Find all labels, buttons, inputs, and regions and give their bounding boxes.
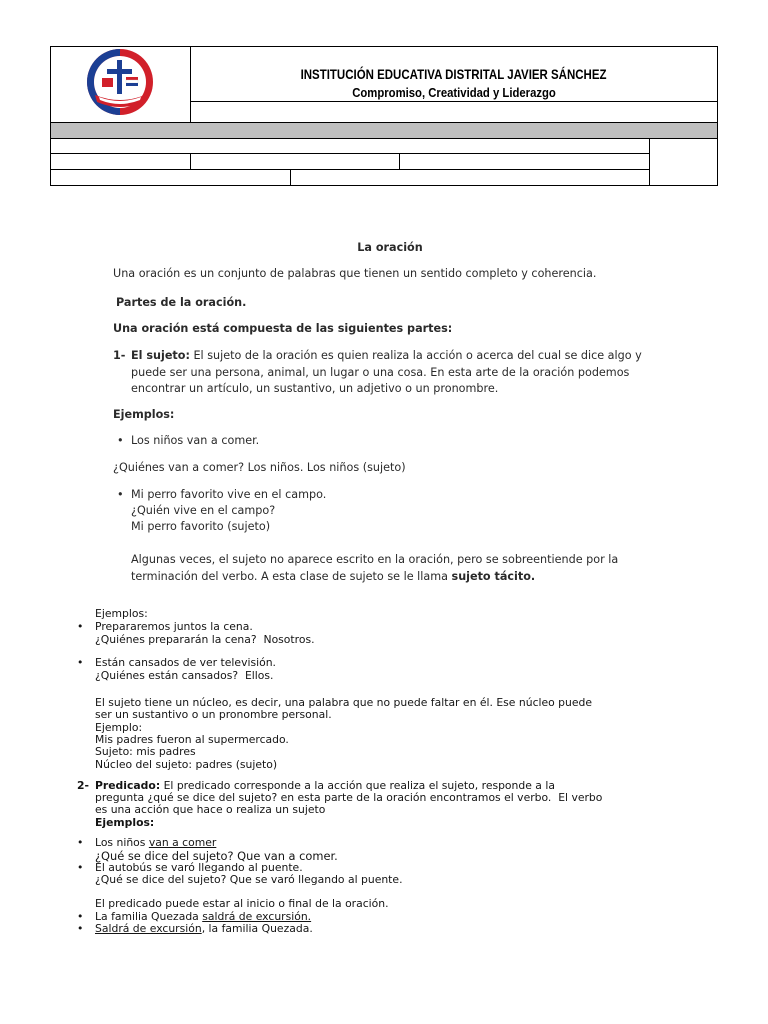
bullet: • xyxy=(77,861,84,874)
tacit-note-line-2 xyxy=(131,569,535,585)
bullet: • xyxy=(77,836,84,849)
predicate-definition-text: El predicado corresponde a la acción que realiza el sujeto, responde a la xyxy=(160,779,555,792)
predicate-example-3-predicate: saldrá de excursión. xyxy=(202,910,312,923)
predicate-example-4 xyxy=(95,922,313,936)
header-field-row-3-b xyxy=(290,169,650,186)
subject-examples-label: Ejemplos: xyxy=(113,408,175,421)
nucleus-line-1: El sujeto tiene un núcleo, es decir, una palabra que no puede faltar en él. Ese núcleo puede xyxy=(95,696,593,709)
predicate-example-3-subject: La familia Quezada xyxy=(95,910,203,923)
parts-heading: Partes de la oración. xyxy=(116,296,247,309)
subject-example-1-answer: ¿Quiénes van a comer? Los niños. Los niños (sujeto) xyxy=(113,461,406,474)
nucleus-core-line: Núcleo del sujeto: padres (sujeto) xyxy=(95,758,278,771)
institution-motto-line xyxy=(191,85,717,101)
predicate-label: Predicado: xyxy=(95,779,161,792)
predicate-example-1-predicate: van a comer xyxy=(148,836,217,849)
tacit-example-1-sentence: Prepararemos juntos la cena. xyxy=(95,620,253,633)
header-field-row-2-b xyxy=(190,153,400,170)
header-title-cell xyxy=(190,46,718,102)
predicate-example-4-predicate: Saldrá de excursión xyxy=(95,922,202,935)
predicate-example-1-subject: Los niños xyxy=(95,836,149,849)
school-crest-icon xyxy=(86,48,154,116)
subject-example-2-sentence: Mi perro favorito vive en el campo. xyxy=(131,488,327,501)
intro-paragraph: Una oración es un conjunto de palabras que tienen un sentido completo y coherencia. xyxy=(113,267,597,280)
tacit-example-2-answer: ¿Quiénes están cansados? Ellos. xyxy=(95,669,274,682)
predicate-definition-line-3: es una acción que hace o realiza un sujeto xyxy=(95,803,326,816)
subject-definition-line-1 xyxy=(131,348,642,364)
nucleus-subject-line: Sujeto: mis padres xyxy=(95,745,196,758)
header-gray-bar xyxy=(50,122,718,139)
bullet: • xyxy=(117,434,124,447)
predicate-example-2-answer: ¿Qué se dice del sujeto? Que se varó llegando al puente. xyxy=(95,873,403,886)
institution-name: INSTITUCIÓN EDUCATIVA DISTRITAL JAVIER SÁNCHEZ xyxy=(301,66,607,82)
subject-number: 1- xyxy=(113,349,126,362)
tacit-term: sujeto tácito. xyxy=(451,570,536,583)
predicate-example-1-answer: ¿Qué se dice del sujeto? Que van a comer. xyxy=(95,849,338,863)
bullet: • xyxy=(77,922,84,935)
tacit-note-line-1: Algunas veces, el sujeto no aparece escrito en la oración, pero se sobreentiende por la xyxy=(131,553,619,566)
subject-definition-text: El sujeto de la oración es quien realiza la acción o acerca del cual se dice algo y xyxy=(189,349,642,362)
header-field-side xyxy=(649,138,718,186)
subject-definition-line-3: encontrar un artículo, un sustantivo, un adjetivo o un pronombre. xyxy=(131,382,499,395)
subject-label: El sujeto: xyxy=(131,349,190,362)
tacit-example-1-answer: ¿Quiénes prepararán la cena? Nosotros. xyxy=(95,633,315,646)
subject-example-2-question: ¿Quién vive en el campo? xyxy=(131,504,276,517)
tacit-examples-label: Ejemplos: xyxy=(95,607,148,620)
header-crest-cell xyxy=(50,46,191,123)
page-title: La oración xyxy=(357,241,423,254)
nucleus-line-2: ser un sustantivo o un pronombre personal. xyxy=(95,708,332,721)
nucleus-example-label: Ejemplo: xyxy=(95,721,143,734)
header-subtitle-field xyxy=(190,101,718,123)
bullet: • xyxy=(77,656,84,669)
tacit-example-2-sentence: Están cansados de ver televisión. xyxy=(95,656,276,669)
institution-motto: Compromiso, Creatividad y Liderazgo xyxy=(352,85,556,100)
header-field-row-3-a xyxy=(50,169,291,186)
nucleus-example: Mis padres fueron al supermercado. xyxy=(95,733,289,746)
bullet: • xyxy=(77,910,84,923)
header-field-row-1 xyxy=(50,138,650,154)
tacit-note-text: terminación del verbo. A esta clase de sujeto se le llama xyxy=(131,570,452,583)
predicate-position-note: El predicado puede estar al inicio o final de la oración. xyxy=(95,897,389,910)
header-field-row-2-a xyxy=(50,153,191,170)
subject-example-2-answer: Mi perro favorito (sujeto) xyxy=(131,520,271,533)
subject-definition-line-2: puede ser una persona, animal, un lugar o una cosa. En esta arte de la oración podemos xyxy=(131,366,630,379)
predicate-number: 2- xyxy=(77,779,89,792)
predicate-example-1 xyxy=(95,836,216,850)
bullet: • xyxy=(117,488,124,501)
predicate-example-2: El autobús se varó llegando al puente. xyxy=(95,861,303,874)
subject-example-1: Los niños van a comer. xyxy=(131,434,260,447)
composition-heading: Una oración está compuesta de las siguientes partes: xyxy=(113,322,453,335)
predicate-example-4-subject: , la familia Quezada. xyxy=(201,922,313,935)
bullet: • xyxy=(77,620,84,633)
institution-name-line xyxy=(191,66,717,82)
predicate-examples-label: Ejemplos: xyxy=(95,816,155,829)
predicate-definition-line-2: pregunta ¿qué se dice del sujeto? en esta parte de la oración encontramos el verbo. El verbo xyxy=(95,791,603,804)
header-field-row-2-c xyxy=(399,153,650,170)
